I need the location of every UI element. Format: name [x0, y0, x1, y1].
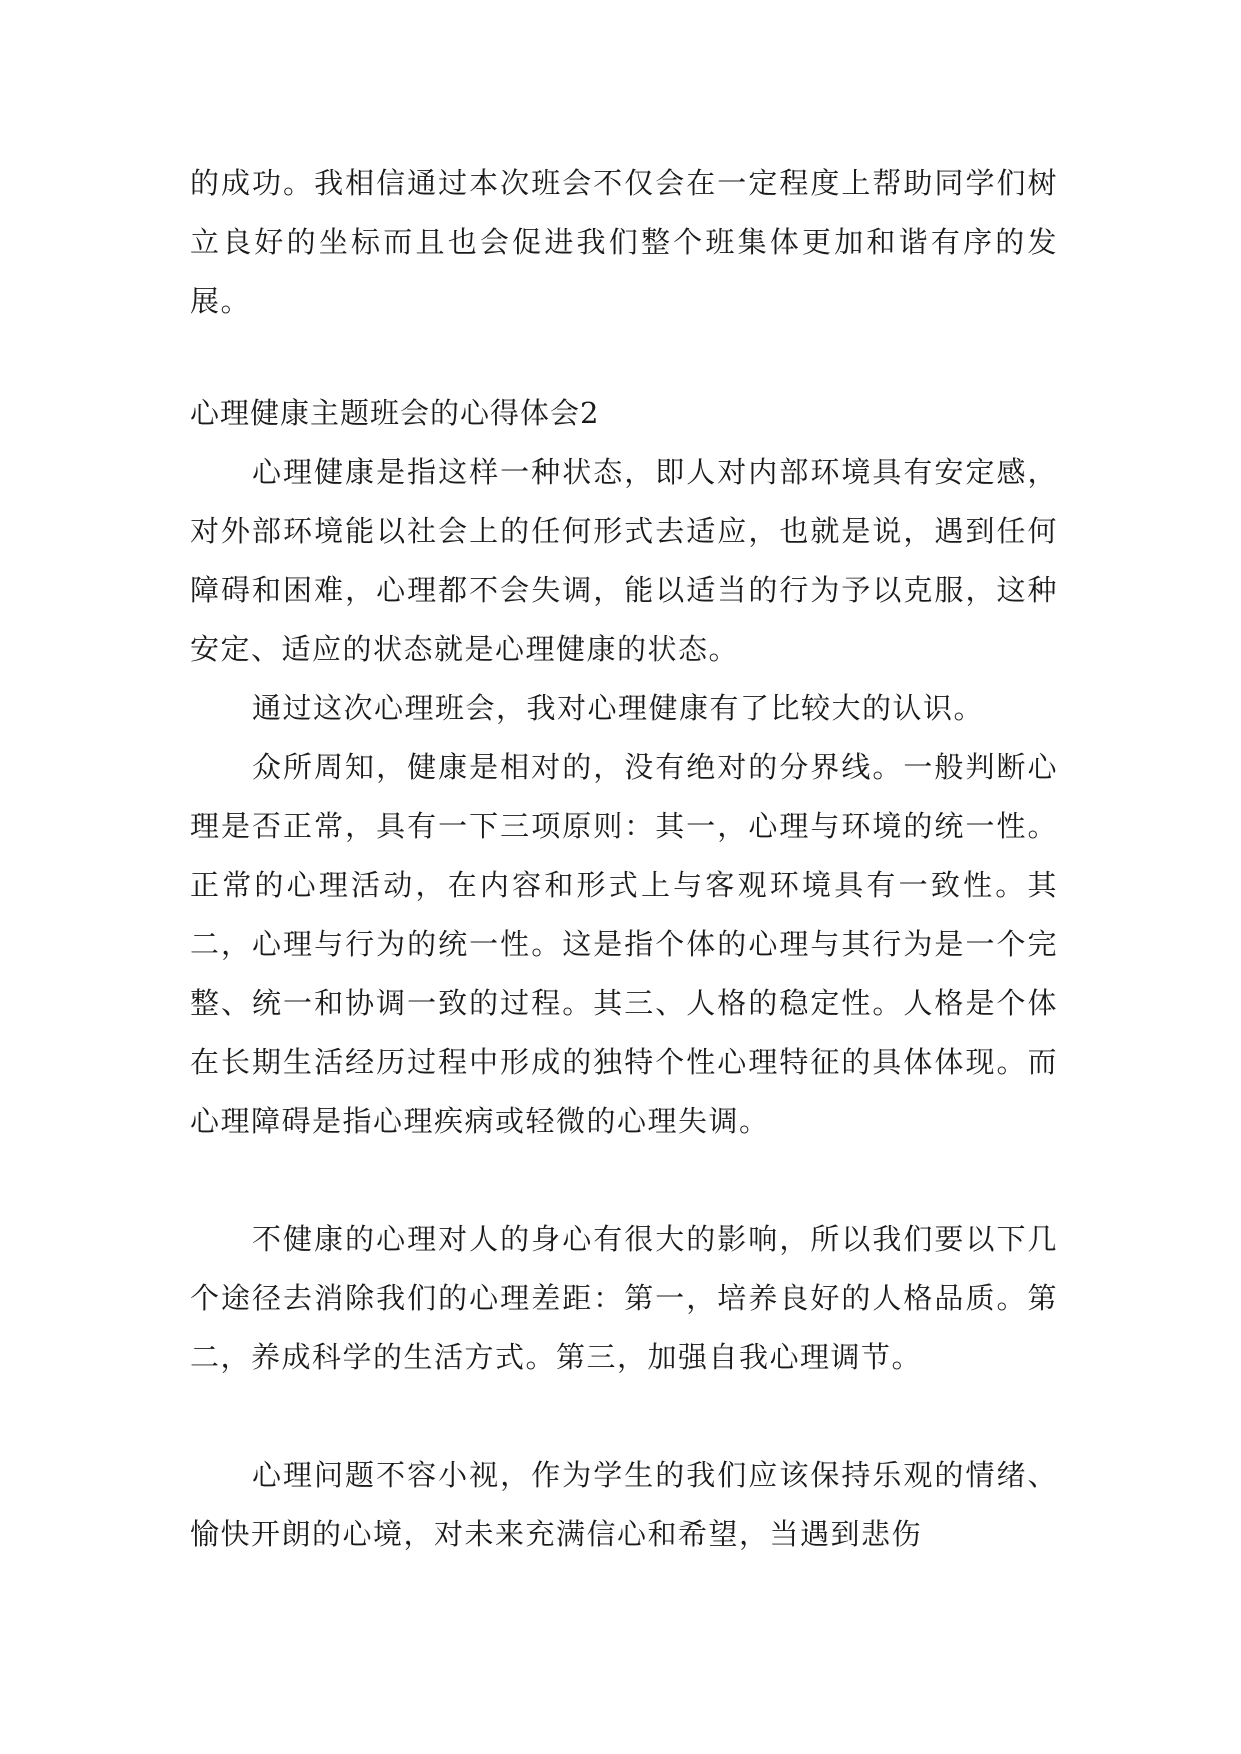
paragraph-attitude: 心理问题不容小视，作为学生的我们应该保持乐观的情绪、愉快开朗的心境，对未来充满信心和希望，当遇到悲伤: [190, 1458, 1058, 1551]
paragraph-definition: 心理健康是指这样一种状态，即人对内部环境具有安定感，对外部环境能以社会上的任何形式去适应，也就是说，遇到任何障碍和困难，心理都不会失调，能以适当的行为予以克服，这种安定、适应的状态就是心理健康的状态。: [190, 455, 1058, 666]
paragraph-principles: 众所周知，健康是相对的，没有绝对的分界线。一般判断心理是否正常，具有一下三项原则：其一，心理与环境的统一性。正常的心理活动，在内容和形式上与客观环境具有一致性。其二，心理与行为的统一性。这是指个体的心理与其行为是一个完整、统一和协调一致的过程。其三、人格的稳定性。人格是个体在长期生活经历过程中形成的独特个性心理特征的具体体现。而心理障碍是指心理疾病或轻微的心理失调。: [190, 750, 1058, 1138]
paragraph-approaches: 不健康的心理对人的身心有很大的影响，所以我们要以下几个途径去消除我们的心理差距：第一，培养良好的人格品质。第二，养成科学的生活方式。第三，加强自我心理调节。: [190, 1222, 1058, 1374]
paragraph-understanding: 通过这次心理班会，我对心理健康有了比较大的认识。: [252, 691, 985, 725]
section-title: 心理健康主题班会的心得体会2: [190, 396, 600, 430]
continued-paragraph: 的成功。我相信通过本次班会不仅会在一定程度上帮助同学们树立良好的坐标而且也会促进我们整个班集体更加和谐有序的发展。: [190, 166, 1058, 318]
